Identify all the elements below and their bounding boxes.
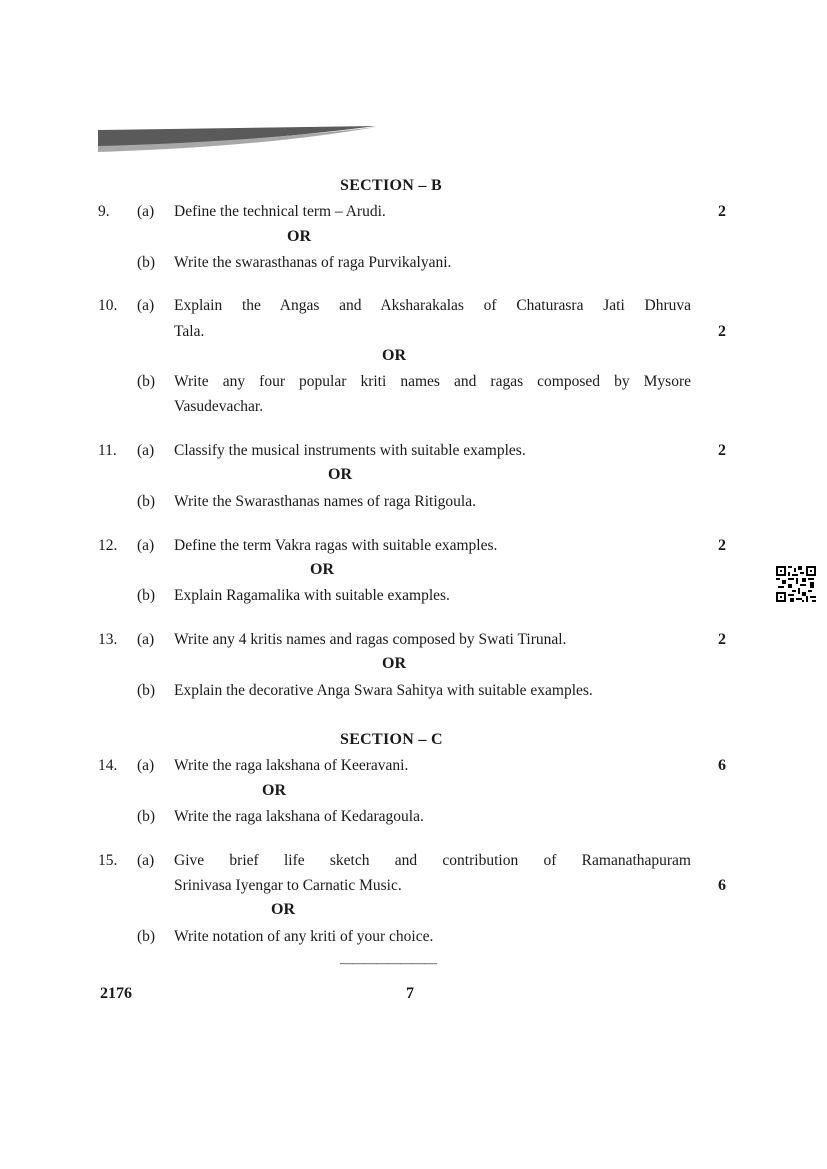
- or-separator: OR: [262, 782, 286, 799]
- question-text: Explain Ragamalika with suitable examples.: [174, 587, 450, 604]
- question-number: 15.: [98, 852, 118, 869]
- question-number: 12.: [98, 537, 118, 554]
- question-number: 9.: [98, 203, 110, 220]
- paper-code: 2176: [100, 985, 132, 1002]
- marks: 6: [718, 877, 726, 894]
- end-rule: ————————: [340, 955, 436, 970]
- marks: 2: [718, 537, 726, 554]
- or-separator: OR: [271, 901, 295, 918]
- header-swoosh-graphic: [98, 126, 376, 154]
- marks: 2: [718, 631, 726, 648]
- or-separator: OR: [328, 466, 352, 483]
- question-text: Define the term Vakra ragas with suitable examples.: [174, 537, 498, 554]
- part-label: (b): [137, 373, 156, 390]
- part-label: (a): [137, 297, 155, 314]
- question-text: Write the Swarasthanas names of raga Ritigoula.: [174, 493, 476, 510]
- part-label: (a): [137, 442, 155, 459]
- part-label: (a): [137, 631, 155, 648]
- question-text: Explain the decorative Anga Swara Sahitya with suitable examples.: [174, 682, 593, 699]
- question-text: Write notation of any kriti of your choice.: [174, 928, 434, 945]
- part-label: (b): [137, 928, 156, 945]
- part-label: (b): [137, 254, 156, 271]
- part-label: (a): [137, 757, 155, 774]
- question-text-continued: Tala.: [174, 323, 205, 340]
- question-text: Give brief life sketch and contribution of Ramanathapuram: [174, 852, 691, 869]
- question-text: Define the technical term – Arudi.: [174, 203, 386, 220]
- marks: 2: [718, 442, 726, 459]
- part-label: (b): [137, 587, 156, 604]
- question-text: Classify the musical instruments with suitable examples.: [174, 442, 526, 459]
- question-text: Write the swarasthanas of raga Purvikalyani.: [174, 254, 452, 271]
- question-number: 10.: [98, 297, 118, 314]
- question-text: Write the raga lakshana of Kedaragoula.: [174, 808, 424, 825]
- question-text-continued: Vasudevachar.: [174, 398, 264, 415]
- part-label: (b): [137, 682, 156, 699]
- or-separator: OR: [382, 655, 406, 672]
- question-text: Write the raga lakshana of Keeravani.: [174, 757, 409, 774]
- section-c-heading: SECTION – C: [340, 731, 443, 748]
- marks: 2: [718, 323, 726, 340]
- question-text-continued: Srinivasa Iyengar to Carnatic Music.: [174, 877, 402, 894]
- question-number: 13.: [98, 631, 118, 648]
- or-separator: OR: [382, 347, 406, 364]
- question-text: Write any 4 kritis names and ragas composed by Swati Tirunal.: [174, 631, 567, 648]
- or-separator: OR: [310, 561, 334, 578]
- part-label: (a): [137, 203, 155, 220]
- question-number: 14.: [98, 757, 118, 774]
- part-label: (a): [137, 537, 155, 554]
- part-label: (b): [137, 808, 156, 825]
- section-b-heading: SECTION – B: [340, 177, 442, 194]
- marks: 6: [718, 757, 726, 774]
- page-number: 7: [406, 985, 414, 1002]
- marks: 2: [718, 203, 726, 220]
- qr-code-icon: [776, 566, 816, 602]
- part-label: (a): [137, 852, 155, 869]
- question-number: 11.: [98, 442, 117, 459]
- part-label: (b): [137, 493, 156, 510]
- question-text: Explain the Angas and Aksharakalas of Chaturasra Jati Dhruva: [174, 297, 691, 314]
- or-separator: OR: [287, 228, 311, 245]
- question-text: Write any four popular kriti names and ragas composed by Mysore: [174, 373, 691, 390]
